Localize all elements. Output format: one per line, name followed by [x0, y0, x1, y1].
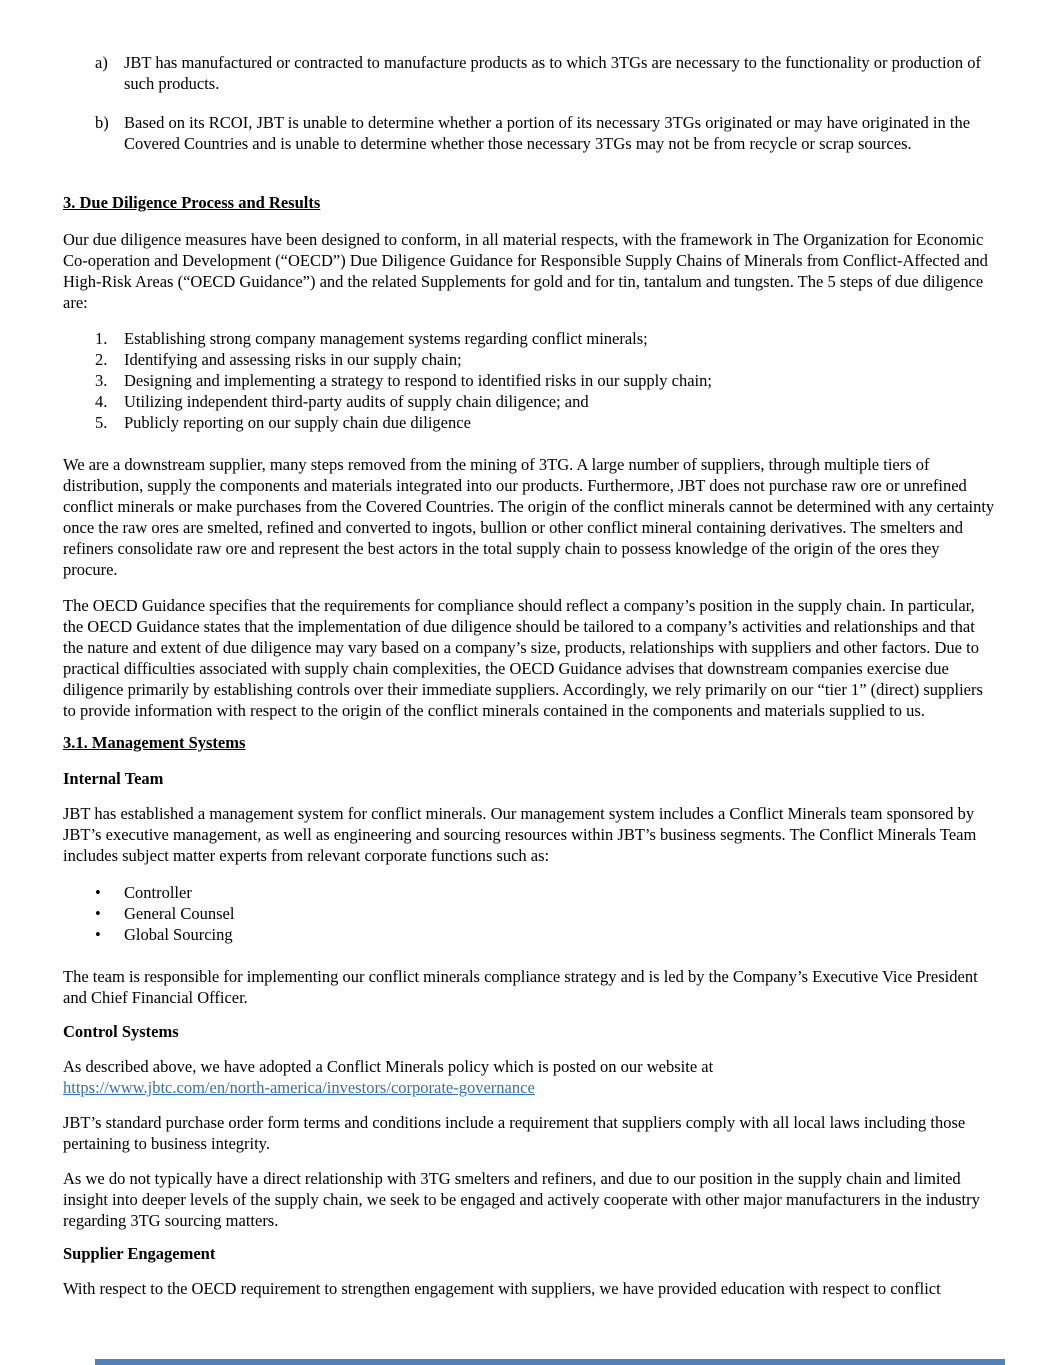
- step-item-text: Designing and implementing a strategy to respond to identified risks in our supply chain;: [124, 371, 712, 390]
- lettered-item-a: [63, 52, 995, 94]
- corporate-governance-link[interactable]: https://www.jbtc.com/en/north-america/investors/corporate-governance: [63, 1078, 535, 1097]
- bullet-marker: •: [95, 904, 101, 923]
- bullet-item-text: Controller: [124, 883, 192, 902]
- bullet-item: [63, 882, 995, 903]
- subheading-control-systems: Control Systems: [63, 1022, 179, 1041]
- paragraph-team-lead: The team is responsible for implementing our conflict minerals compliance strategy and is led by the Company’s Executive Vice President and Chief Financial Officer.: [63, 967, 978, 1007]
- list-marker: 4.: [95, 392, 108, 411]
- section-heading-due-diligence: 3. Due Diligence Process and Results: [63, 193, 321, 212]
- policy-paragraph-text: As described above, we have adopted a Conflict Minerals policy which is posted on our website at: [63, 1057, 714, 1076]
- bullet-item: [63, 903, 995, 924]
- list-marker: 3.: [95, 371, 108, 390]
- bullet-marker: •: [95, 883, 101, 902]
- subheading-internal-team: Internal Team: [63, 769, 164, 788]
- lettered-item-text: JBT has manufactured or contracted to manufacture products as to which 3TGs are necessary to the functionality or production of such products.: [124, 53, 981, 93]
- step-item: [63, 328, 995, 349]
- due-diligence-steps-list: [63, 328, 995, 433]
- bullet-marker: •: [95, 925, 101, 944]
- step-item-text: Establishing strong company management systems regarding conflict minerals;: [124, 329, 648, 348]
- page-bottom-partial-bar: [95, 1359, 1005, 1365]
- list-marker: 2.: [95, 350, 108, 369]
- paragraph-due-diligence-intro: Our due diligence measures have been designed to conform, in all material respects, with the framework in The Organization for Economic Co-operation and Development (“OECD”) Due Diligence Guidance for Responsible Supply Chains of Minerals from Conflict-Affected and High-Risk Areas (“OECD Guidance”) and the related Supplements for gold and for tin, tantalum and tungsten. The 5 steps of due diligence are:: [63, 230, 988, 312]
- list-marker: 1.: [95, 329, 108, 348]
- list-marker: a): [95, 53, 108, 72]
- list-marker: b): [95, 113, 109, 132]
- step-item-text: Identifying and assessing risks in our supply chain;: [124, 350, 462, 369]
- paragraph-downstream-supplier: We are a downstream supplier, many steps removed from the mining of 3TG. A large number of suppliers, through multiple tiers of distribution, supply the components and materials integrated into our products. Furthermore, JBT does not purchase raw ore or unrefined conflict minerals or make purchases from the Covered Countries. The origin of the conflict minerals cannot be determined with any certainty once the raw ores are smelted, refined and converted to ingots, bullion or other conflict mineral containing derivatives. The smelters and refiners consolidate raw ore and represent the best actors in the total supply chain to possess knowledge of the origin of the ores they procure.: [63, 455, 995, 579]
- step-item: [63, 370, 995, 391]
- list-marker: 5.: [95, 413, 108, 432]
- paragraph-purchase-order: JBT’s standard purchase order form terms and conditions include a requirement that suppliers comply with all local laws including those pertaining to business integrity.: [63, 1113, 966, 1153]
- step-item-text: Utilizing independent third-party audits of supply chain diligence; and: [124, 392, 589, 411]
- section-heading-management-systems: 3.1. Management Systems: [63, 733, 246, 752]
- paragraph-policy: [63, 1056, 995, 1098]
- step-item: [63, 412, 995, 433]
- lettered-item-text: Based on its RCOI, JBT is unable to determine whether a portion of its necessary 3TGs originated or may have originated in the Covered Countries and is unable to determine whether those necessary 3TGs may not be from recycle or scrap sources.: [124, 113, 971, 153]
- bullet-item: [63, 924, 995, 945]
- lettered-item-b: [63, 112, 995, 154]
- subheading-supplier-engagement: Supplier Engagement: [63, 1244, 216, 1263]
- step-item: [63, 349, 995, 370]
- paragraph-oecd-guidance: The OECD Guidance specifies that the requirements for compliance should reflect a company’s position in the supply chain. In particular, the OECD Guidance states that the implementation of due diligence should be tailored to a company’s activities and relationships and that the nature and extent of due diligence may vary based on a company’s size, products, relationships with suppliers and other factors. Due to practical difficulties associated with supply chain complexities, the OECD Guidance advises that downstream companies exercise due diligence primarily by establishing controls over their immediate suppliers. Accordingly, we rely primarily on our “tier 1” (direct) suppliers to provide information with respect to the origin of the conflict minerals contained in the components and materials supplied to us.: [63, 596, 983, 720]
- team-bullet-list: [63, 882, 995, 945]
- bullet-item-text: Global Sourcing: [124, 925, 233, 944]
- paragraph-supplier-engagement: With respect to the OECD requirement to strengthen engagement with suppliers, we have provided education with respect to conflict: [63, 1279, 941, 1298]
- bullet-item-text: General Counsel: [124, 904, 235, 923]
- paragraph-internal-team: JBT has established a management system for conflict minerals. Our management system includes a Conflict Minerals team sponsored by JBT’s executive management, as well as engineering and sourcing resources within JBT’s business segments. The Conflict Minerals Team includes subject matter experts from relevant corporate functions such as:: [63, 804, 977, 865]
- paragraph-industry-cooperation: As we do not typically have a direct relationship with 3TG smelters and refiners, and due to our position in the supply chain and limited insight into deeper levels of the supply chain, we seek to be engaged and actively cooperate with other major manufacturers in the industry regarding 3TG sourcing matters.: [63, 1169, 980, 1230]
- step-item-text: Publicly reporting on our supply chain due diligence: [124, 413, 471, 432]
- step-item: [63, 391, 995, 412]
